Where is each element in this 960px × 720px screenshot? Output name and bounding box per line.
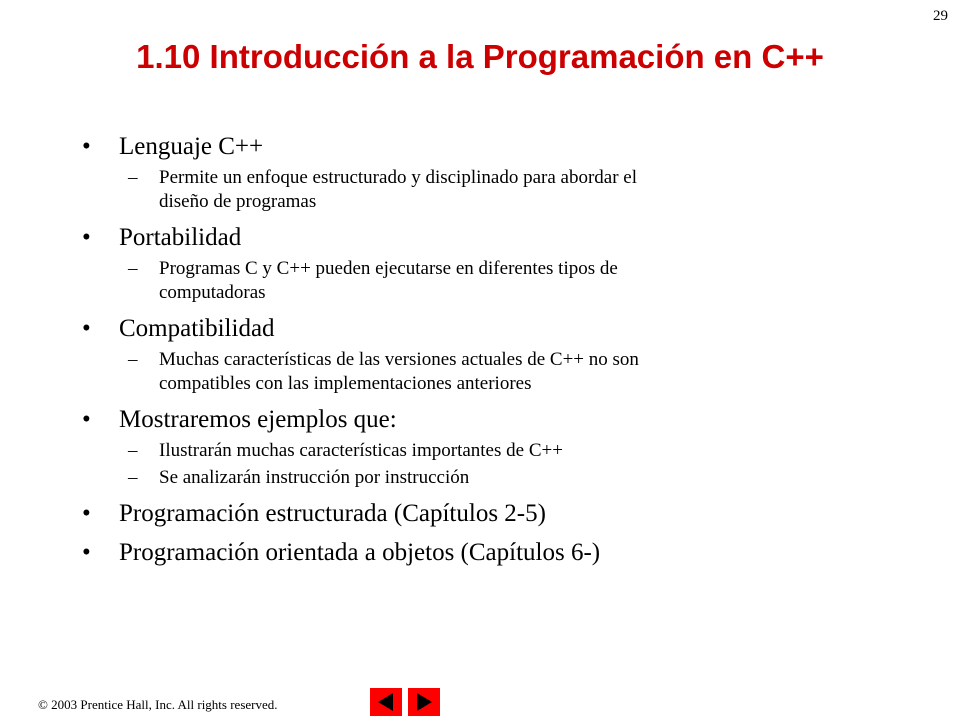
sub-bullet-text: Muchas características de las versiones actuales de C++ no son: [159, 349, 639, 370]
bullet-text: Mostraremos ejemplos que:: [119, 406, 397, 433]
sub-bullet-text: Permite un enfoque estructurado y disciplinado para abordar el: [159, 167, 637, 188]
bullet-marker: •: [82, 500, 91, 527]
sub-bullet-text: Programas C y C++ pueden ejecutarse en diferentes tipos de: [159, 258, 618, 279]
sub-bullet-item: [82, 257, 882, 305]
dash-marker: –: [128, 258, 138, 279]
bullet-marker: •: [82, 315, 91, 342]
bullet-item: [82, 538, 882, 568]
dash-marker: –: [128, 440, 138, 461]
slide-title: 1.10 Introducción a la Programación en C++: [136, 38, 824, 75]
sub-bullet-text-cont: diseño de programas: [159, 191, 317, 212]
page-number: 29: [933, 8, 948, 24]
copyright-symbol: ©: [38, 697, 48, 712]
sub-bullet-text: Ilustrarán muchas características importantes de C++: [159, 440, 563, 461]
bullet-item: [82, 314, 882, 344]
bullet-text: Portabilidad: [119, 224, 242, 251]
previous-slide-button[interactable]: [370, 688, 402, 716]
dash-marker: –: [128, 467, 138, 488]
sub-bullet-item: [82, 166, 882, 214]
bullet-marker: •: [82, 224, 91, 251]
triangle-right-icon: [413, 691, 435, 713]
bullet-text: Compatibilidad: [119, 315, 275, 342]
triangle-left-icon: [375, 691, 397, 713]
bullet-marker: •: [82, 406, 91, 433]
bullet-item: [82, 132, 882, 162]
bullet-item: [82, 405, 882, 435]
slide-content: [82, 132, 882, 568]
bullet-item: [82, 499, 882, 529]
sub-bullet-text-cont: compatibles con las implementaciones anteriores: [159, 373, 532, 394]
slide-navigation: [370, 688, 440, 716]
sub-bullet-item: [82, 466, 882, 490]
dash-marker: –: [128, 167, 138, 188]
bullet-text: Programación estructurada (Capítulos 2-5): [119, 500, 546, 527]
copyright-text: 2003 Prentice Hall, Inc. All rights reserved.: [51, 697, 278, 712]
bullet-marker: •: [82, 539, 91, 566]
bullet-text: Lenguaje C++: [119, 133, 264, 160]
dash-marker: –: [128, 349, 138, 370]
sub-bullet-item: [82, 439, 882, 463]
sub-bullet-item: [82, 348, 882, 396]
bullet-text: Programación orientada a objetos (Capítulos 6-): [119, 539, 601, 566]
sub-bullet-text-cont: computadoras: [159, 282, 266, 303]
sub-bullet-text: Se analizarán instrucción por instrucción: [159, 467, 470, 488]
bullet-item: [82, 223, 882, 253]
next-slide-button[interactable]: [408, 688, 440, 716]
bullet-marker: •: [82, 133, 91, 160]
copyright-footer: [38, 697, 278, 713]
